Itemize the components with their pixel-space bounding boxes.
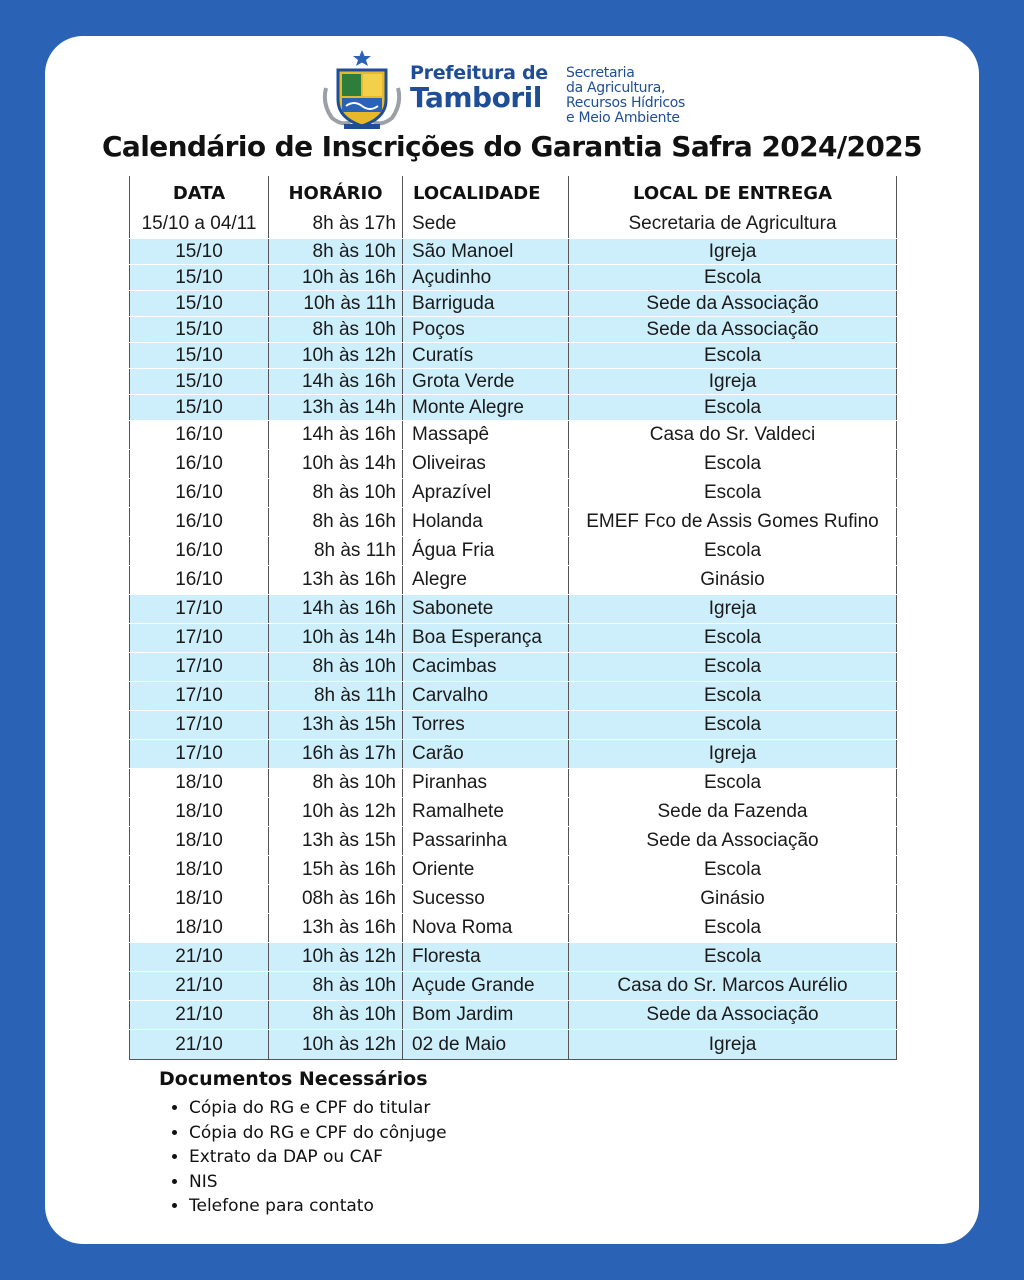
cell-local-entrega: EMEF Fco de Assis Gomes Rufino: [569, 507, 897, 536]
cell-data: 16/10: [130, 565, 269, 594]
secretaria-line: e Meio Ambiente: [566, 110, 680, 126]
table-row: [130, 884, 897, 913]
table-row: [130, 971, 897, 1000]
table-row: [130, 1029, 897, 1059]
cell-local-entrega: Sede da Associação: [569, 316, 897, 342]
cell-localidade: Piranhas: [403, 768, 569, 797]
table-row: [130, 768, 897, 797]
cell-data: 15/10 a 04/11: [130, 210, 269, 238]
cell-horario: 14h às 16h: [269, 368, 403, 394]
table-row: [130, 797, 897, 826]
cell-data: 18/10: [130, 884, 269, 913]
cell-localidade: Aprazível: [403, 478, 569, 507]
cell-localidade: Bom Jardim: [403, 1000, 569, 1029]
cell-data: 21/10: [130, 971, 269, 1000]
cell-data: 18/10: [130, 768, 269, 797]
cell-local-entrega: Casa do Sr. Marcos Aurélio: [569, 971, 897, 1000]
prefeitura-line1: Prefeitura de: [410, 62, 548, 84]
required-documents: [159, 1068, 659, 1219]
cell-localidade: Cacimbas: [403, 652, 569, 681]
cell-data: 17/10: [130, 652, 269, 681]
cell-horario: 10h às 11h: [269, 290, 403, 316]
table-row: [130, 1000, 897, 1029]
cell-local-entrega: Escola: [569, 681, 897, 710]
cell-data: 17/10: [130, 623, 269, 652]
cell-localidade: Açudinho: [403, 264, 569, 290]
cell-local-entrega: Escola: [569, 652, 897, 681]
cell-localidade: Sede: [403, 210, 569, 238]
table-row: [130, 449, 897, 478]
cell-data: 16/10: [130, 478, 269, 507]
cell-local-entrega: Sede da Associação: [569, 290, 897, 316]
cell-localidade: Floresta: [403, 942, 569, 971]
list-item: • Cópia do RG e CPF do cônjuge: [189, 1121, 659, 1146]
cell-local-entrega: Sede da Fazenda: [569, 797, 897, 826]
cell-local-entrega: Escola: [569, 942, 897, 971]
cell-local-entrega: Escola: [569, 264, 897, 290]
secretaria-line: Secretaria: [566, 65, 635, 81]
cell-local-entrega: Casa do Sr. Valdeci: [569, 420, 897, 449]
cell-horario: 8h às 10h: [269, 1000, 403, 1029]
documents-title: Documentos Necessários: [159, 1068, 428, 1090]
cell-localidade: Barriguda: [403, 290, 569, 316]
cell-data: 16/10: [130, 420, 269, 449]
cell-horario: 8h às 11h: [269, 681, 403, 710]
table-row: [130, 420, 897, 449]
table-row: [130, 238, 897, 264]
table-row: [130, 594, 897, 623]
list-item: • NIS: [189, 1170, 659, 1195]
cell-data: 21/10: [130, 1029, 269, 1059]
cell-localidade: Carvalho: [403, 681, 569, 710]
cell-local-entrega: Escola: [569, 623, 897, 652]
table-row: [130, 536, 897, 565]
cell-local-entrega: Escola: [569, 913, 897, 942]
cell-data: 15/10: [130, 238, 269, 264]
table-row: [130, 739, 897, 768]
cell-data: 15/10: [130, 368, 269, 394]
cell-horario: 8h às 11h: [269, 536, 403, 565]
table-header-row: [130, 176, 897, 210]
table-row: [130, 681, 897, 710]
cell-local-entrega: Igreja: [569, 238, 897, 264]
table-row: [130, 826, 897, 855]
cell-horario: 08h às 16h: [269, 884, 403, 913]
cell-localidade: São Manoel: [403, 238, 569, 264]
table-row: [130, 342, 897, 368]
table-row: [130, 264, 897, 290]
cell-local-entrega: Escola: [569, 449, 897, 478]
table-row: [130, 507, 897, 536]
cell-localidade: Sabonete: [403, 594, 569, 623]
cell-local-entrega: Escola: [569, 855, 897, 884]
list-item: • Telefone para contato: [189, 1194, 659, 1219]
cell-data: 18/10: [130, 855, 269, 884]
cell-localidade: Sucesso: [403, 884, 569, 913]
cell-horario: 14h às 16h: [269, 594, 403, 623]
cell-horario: 13h às 14h: [269, 394, 403, 420]
cell-data: 18/10: [130, 826, 269, 855]
cell-horario: 8h às 16h: [269, 507, 403, 536]
page-title: Calendário de Inscrições do Garantia Safra 2024/2025: [101, 130, 923, 163]
table-row: [130, 394, 897, 420]
cell-horario: 14h às 16h: [269, 420, 403, 449]
table-row: [130, 478, 897, 507]
cell-localidade: Oriente: [403, 855, 569, 884]
table-row: [130, 368, 897, 394]
cell-data: 18/10: [130, 913, 269, 942]
cell-localidade: Alegre: [403, 565, 569, 594]
cell-horario: 10h às 12h: [269, 342, 403, 368]
list-item: • Extrato da DAP ou CAF: [189, 1145, 659, 1170]
documents-list: [159, 1096, 659, 1219]
cell-data: 15/10: [130, 394, 269, 420]
cell-local-entrega: Escola: [569, 768, 897, 797]
prefeitura-name: [410, 64, 548, 112]
cell-localidade: Passarinha: [403, 826, 569, 855]
cell-local-entrega: Igreja: [569, 739, 897, 768]
cell-local-entrega: Ginásio: [569, 565, 897, 594]
cell-localidade: 02 de Maio: [403, 1029, 569, 1059]
cell-localidade: Torres: [403, 710, 569, 739]
table-row: [130, 710, 897, 739]
cell-data: 17/10: [130, 739, 269, 768]
cell-localidade: Monte Alegre: [403, 394, 569, 420]
cell-horario: 8h às 10h: [269, 768, 403, 797]
cell-local-entrega: Ginásio: [569, 884, 897, 913]
secretaria-line: da Agricultura,: [566, 80, 666, 96]
cell-data: 17/10: [130, 594, 269, 623]
cell-horario: 10h às 12h: [269, 797, 403, 826]
cell-localidade: Carão: [403, 739, 569, 768]
cell-horario: 8h às 10h: [269, 652, 403, 681]
cell-data: 21/10: [130, 942, 269, 971]
cell-data: 16/10: [130, 507, 269, 536]
cell-data: 15/10: [130, 264, 269, 290]
cell-data: 18/10: [130, 797, 269, 826]
cell-data: 16/10: [130, 449, 269, 478]
cell-horario: 10h às 12h: [269, 942, 403, 971]
cell-horario: 8h às 10h: [269, 478, 403, 507]
table-row: [130, 855, 897, 884]
cell-localidade: Oliveiras: [403, 449, 569, 478]
table-row: [130, 942, 897, 971]
cell-localidade: Água Fria: [403, 536, 569, 565]
cell-localidade: Poços: [403, 316, 569, 342]
table-row: [130, 652, 897, 681]
cell-local-entrega: Escola: [569, 536, 897, 565]
table-row: [130, 290, 897, 316]
column-header-horario: HORÁRIO: [269, 176, 403, 210]
cell-horario: 10h às 14h: [269, 623, 403, 652]
table-row: [130, 210, 897, 238]
column-header-local-entrega: LOCAL DE ENTREGA: [569, 176, 897, 210]
cell-localidade: Holanda: [403, 507, 569, 536]
table-row: [130, 565, 897, 594]
cell-horario: 10h às 14h: [269, 449, 403, 478]
cell-local-entrega: Escola: [569, 394, 897, 420]
cell-local-entrega: Sede da Associação: [569, 826, 897, 855]
cell-local-entrega: Escola: [569, 342, 897, 368]
cell-local-entrega: Escola: [569, 710, 897, 739]
cell-data: 16/10: [130, 536, 269, 565]
table-row: [130, 316, 897, 342]
cell-horario: 10h às 12h: [269, 1029, 403, 1059]
cell-local-entrega: Escola: [569, 478, 897, 507]
cell-localidade: Açude Grande: [403, 971, 569, 1000]
cell-local-entrega: Igreja: [569, 594, 897, 623]
cell-localidade: Massapê: [403, 420, 569, 449]
table-row: [130, 623, 897, 652]
cell-data: 15/10: [130, 342, 269, 368]
header-logo: [320, 48, 720, 130]
cell-horario: 15h às 16h: [269, 855, 403, 884]
cell-local-entrega: Sede da Associação: [569, 1000, 897, 1029]
schedule-table: [129, 176, 897, 1060]
cell-local-entrega: Secretaria de Agricultura: [569, 210, 897, 238]
list-item: • Cópia do RG e CPF do titular: [189, 1096, 659, 1121]
cell-localidade: Grota Verde: [403, 368, 569, 394]
cell-horario: 10h às 16h: [269, 264, 403, 290]
secretaria-name: [566, 66, 685, 126]
cell-horario: 8h às 10h: [269, 971, 403, 1000]
cell-data: 15/10: [130, 290, 269, 316]
cell-horario: 13h às 16h: [269, 565, 403, 594]
cell-data: 17/10: [130, 681, 269, 710]
cell-horario: 16h às 17h: [269, 739, 403, 768]
table-row: [130, 913, 897, 942]
cell-localidade: Nova Roma: [403, 913, 569, 942]
cell-data: 15/10: [130, 316, 269, 342]
cell-localidade: Curatís: [403, 342, 569, 368]
cell-horario: 13h às 15h: [269, 710, 403, 739]
cell-local-entrega: Igreja: [569, 368, 897, 394]
prefeitura-line2: Tamboril: [410, 81, 542, 114]
cell-horario: 13h às 16h: [269, 913, 403, 942]
cell-horario: 8h às 10h: [269, 238, 403, 264]
cell-data: 21/10: [130, 1000, 269, 1029]
cell-localidade: Ramalhete: [403, 797, 569, 826]
cell-local-entrega: Igreja: [569, 1029, 897, 1059]
cell-localidade: Boa Esperança: [403, 623, 569, 652]
secretaria-line: Recursos Hídricos: [566, 95, 686, 111]
column-header-localidade: LOCALIDADE: [403, 176, 569, 210]
cell-horario: 8h às 17h: [269, 210, 403, 238]
municipal-crest-icon: [320, 48, 404, 130]
cell-data: 17/10: [130, 710, 269, 739]
cell-horario: 13h às 15h: [269, 826, 403, 855]
cell-horario: 8h às 10h: [269, 316, 403, 342]
column-header-data: DATA: [130, 176, 269, 210]
